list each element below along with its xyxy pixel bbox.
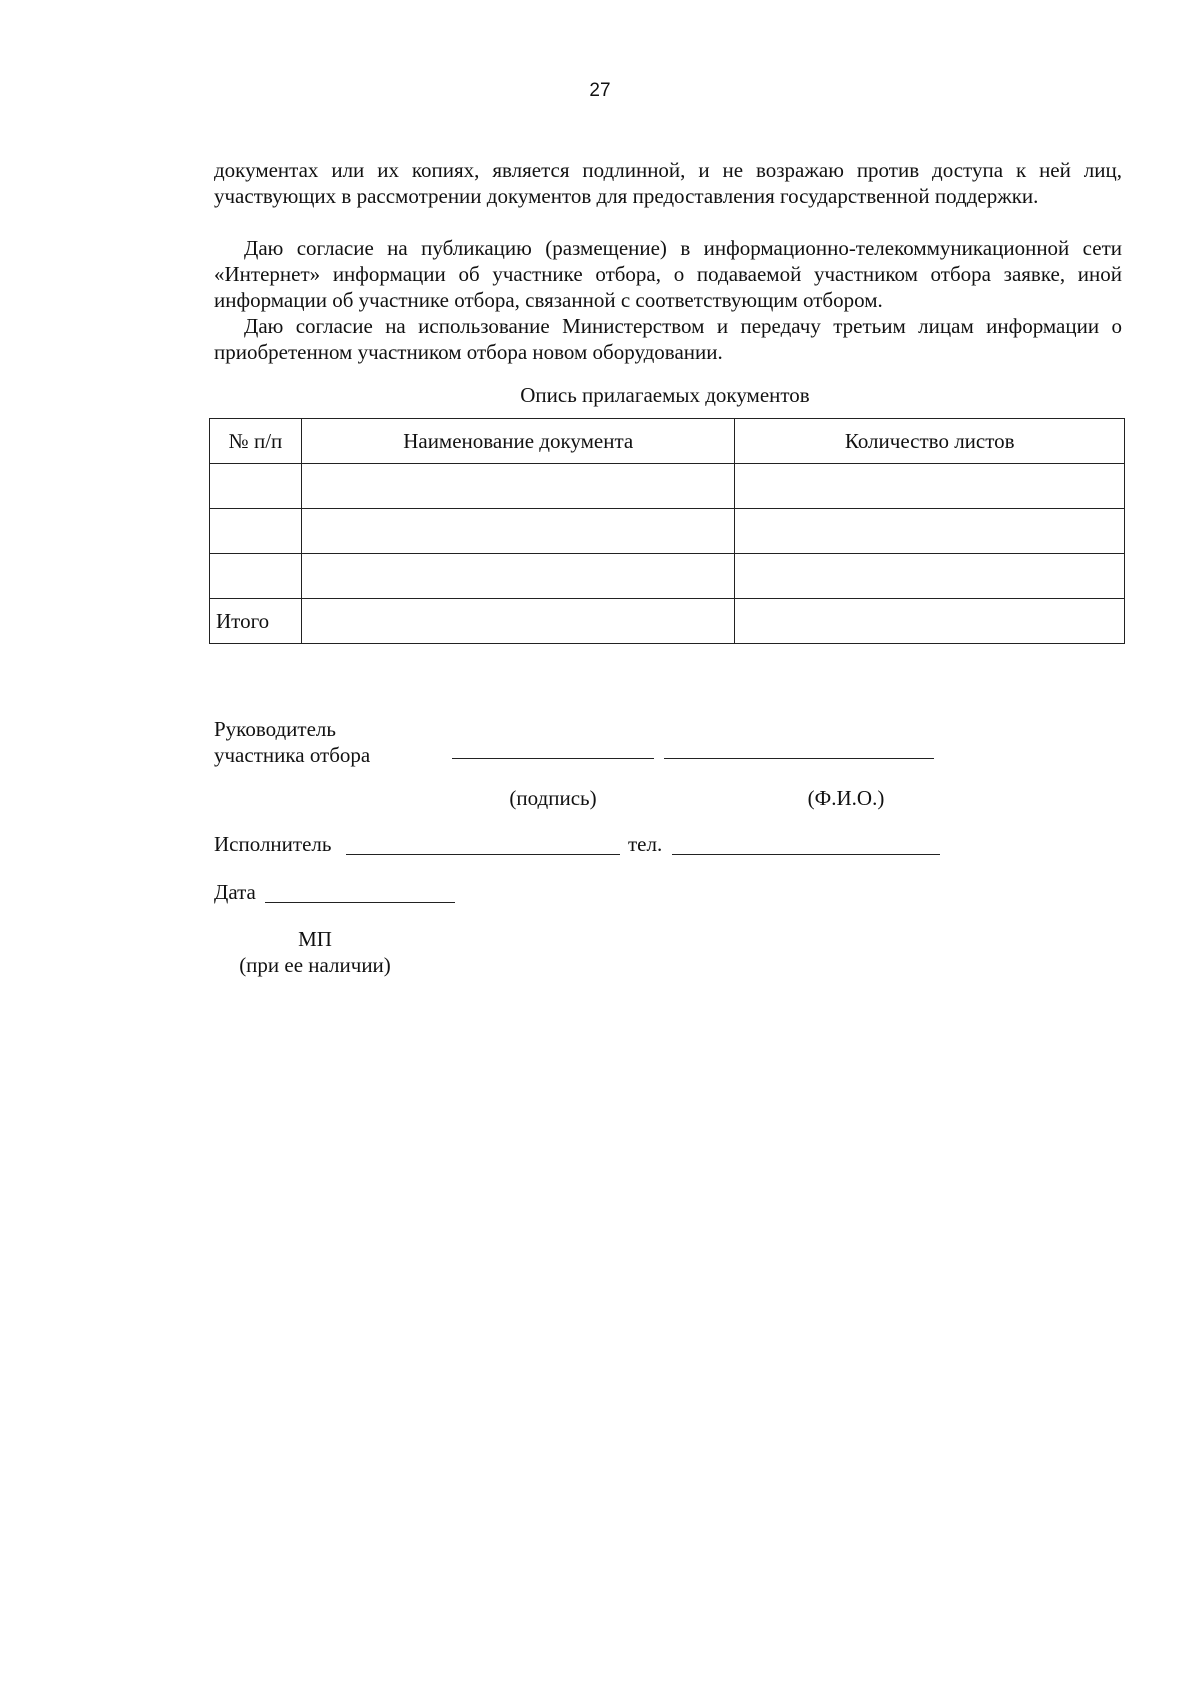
table-row [210,554,1125,599]
paragraph-authenticity: документах или их копиях, является подлинной, и не возражаю против доступа к ней лиц, участвующих в рассмотрении документов для предоставления государственной поддержки. [214,158,1122,208]
table-row [210,464,1125,509]
table-cell [301,554,735,599]
phone-line [672,854,940,855]
table-row [210,509,1125,554]
signature-caption: (подпись) [509,786,597,810]
table-cell [301,464,735,509]
full-name-line [664,758,934,759]
table-cell [210,554,302,599]
stamp-note: (при ее наличии) [239,953,391,977]
table-total-row [210,599,1125,644]
documents-table [209,418,1125,644]
stamp-label: МП [298,927,332,951]
stamp-placeholder [230,926,400,978]
paragraph-data-transfer-consent: Даю согласие на использование Министерством и передачу третьим лицам информации о приобретенном участником отбора новом оборудовании. [214,314,1122,364]
head-label-line1: Руководитель [214,717,336,741]
header-document-name: Наименование документа [301,419,735,464]
full-name-caption: (Ф.И.О.) [807,786,885,810]
header-sheet-count: Количество листов [735,419,1125,464]
table-caption: Опись прилагаемых документов [520,383,810,407]
head-label [214,716,370,768]
header-number: № п/п [210,419,302,464]
table-cell [301,599,735,644]
table-cell [735,554,1125,599]
table-cell [210,464,302,509]
table-cell [735,599,1125,644]
signature-line [452,758,654,759]
page-number: 27 [589,80,611,101]
total-label: Итого [210,599,302,644]
phone-label: тел. [628,832,663,856]
table-cell [735,509,1125,554]
paragraph-publication-consent: Даю согласие на публикацию (размещение) в информационно-телекоммуникационной сети «Интернет» информации об участнике отбора, о подаваемой участником отбора заявке, иной информации об участнике отбора, связанной с соответствующим отбором. [214,236,1122,312]
table-cell [301,509,735,554]
executor-label: Исполнитель [214,832,332,856]
head-label-line2: участника отбора [214,743,371,767]
table-header-row [210,419,1125,464]
executor-line [346,854,620,855]
date-label: Дата [214,880,256,904]
table-cell [735,464,1125,509]
table-cell [210,509,302,554]
date-line [265,902,455,903]
